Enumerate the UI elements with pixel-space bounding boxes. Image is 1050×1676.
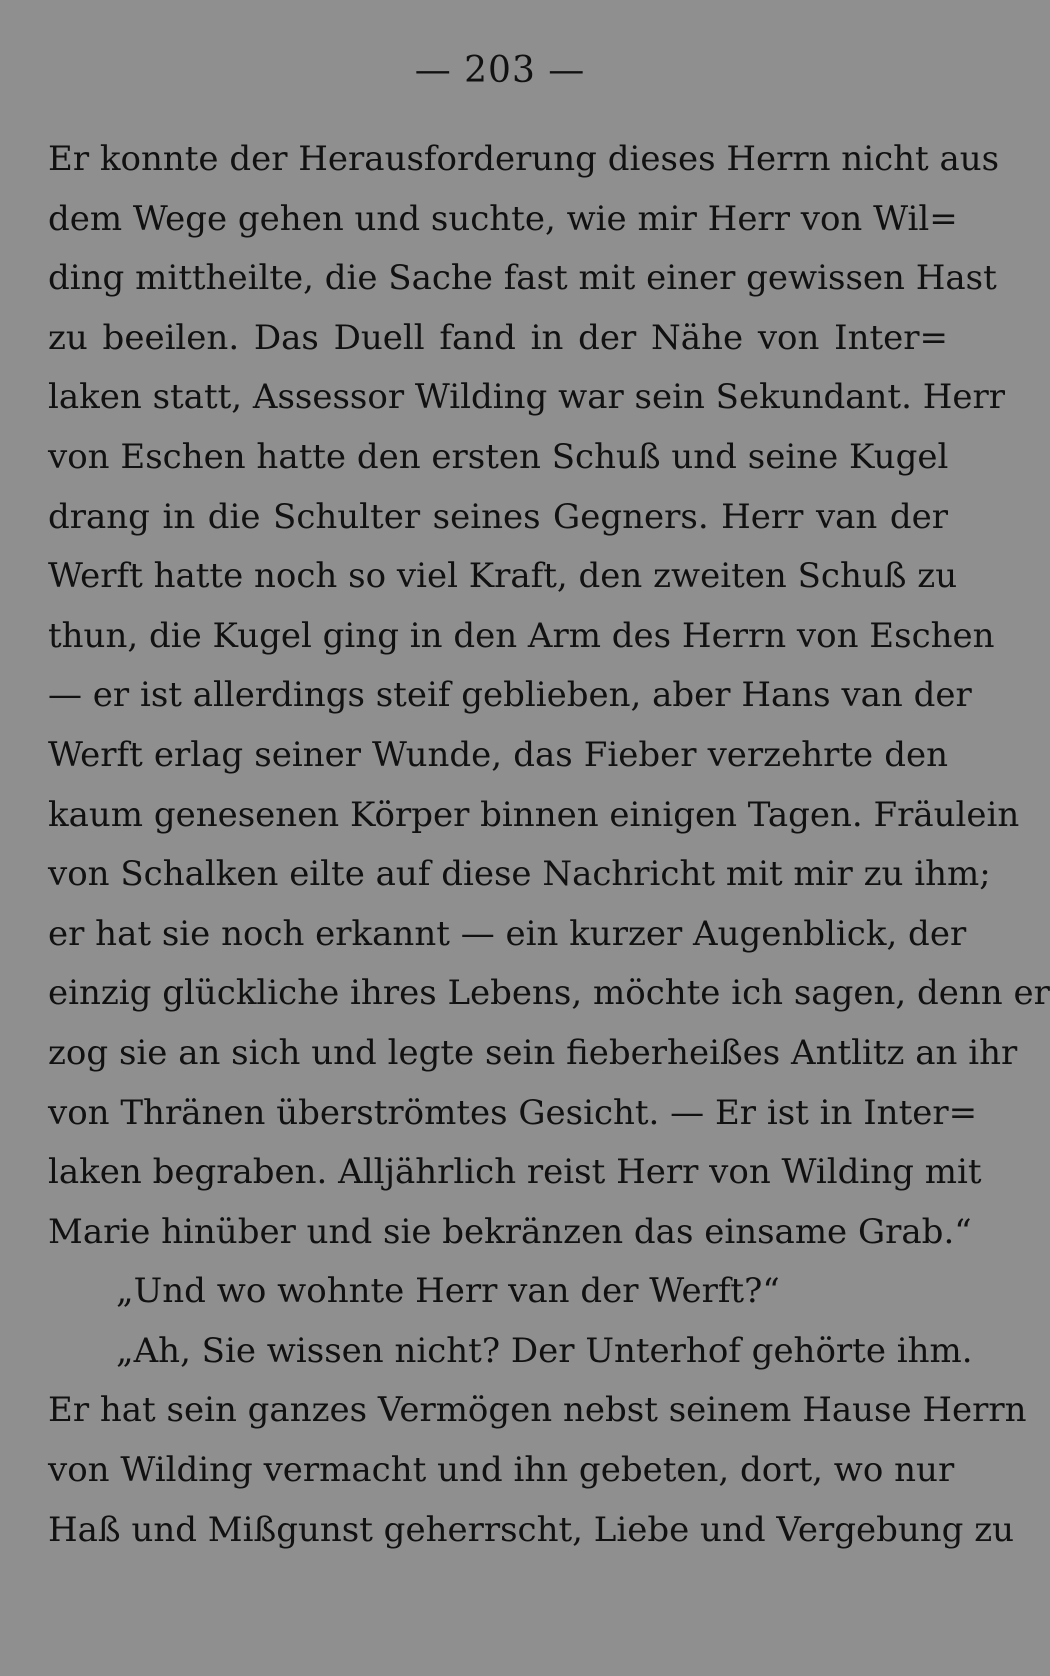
text-line: er hat sie noch erkannt — ein kurzer Augenblick, der xyxy=(48,913,967,954)
text-line: laken statt, Assessor Wilding war sein Sekundant. Herr xyxy=(48,377,1005,418)
text-line: Marie hinüber und sie bekränzen das einsame Grab.“ xyxy=(48,1211,972,1252)
text-line: „Ah, Sie wissen nicht? Der Unterhof gehörte ihm. xyxy=(116,1330,973,1371)
text-line: laken begraben. Alljährlich reist Herr von Wilding mit xyxy=(48,1152,982,1193)
text-line: thun, die Kugel ging in den Arm des Herrn von Eschen xyxy=(48,615,995,656)
text-line: zog sie an sich und legte sein fieberheißes Antlitz an ihr xyxy=(48,1032,1018,1073)
text-line: Werft erlag seiner Wunde, das Fieber verzehrte den xyxy=(48,734,948,775)
text-line: Haß und Mißgunst geherrscht, Liebe und Vergebung zu xyxy=(48,1509,1015,1550)
text-line: dem Wege gehen und suchte, wie mir Herr von Wil= xyxy=(48,198,958,239)
text-line: Werft hatte noch so viel Kraft, den zweiten Schuß zu xyxy=(48,556,958,597)
text-line: von Schalken eilte auf diese Nachricht mit mir zu ihm; xyxy=(48,854,991,895)
text-line: ding mittheilte, die Sache fast mit einer gewissen Hast xyxy=(48,258,997,299)
text-line: „Und wo wohnte Herr van der Werft?“ xyxy=(116,1271,780,1312)
body-text xyxy=(48,130,1050,1560)
text-line: drang in die Schulter seines Gegners. Herr van der xyxy=(48,496,948,537)
text-line: — er ist allerdings steif geblieben, aber Hans van der xyxy=(48,675,972,716)
text-line: kaum genesenen Körper binnen einigen Tagen. Fräulein xyxy=(48,794,1020,835)
page-number: — 203 — xyxy=(414,50,586,91)
text-line: von Eschen hatte den ersten Schuß und seine Kugel xyxy=(48,436,949,477)
text-line: von Wilding vermacht und ihn gebeten, dort, wo nur xyxy=(48,1450,955,1491)
text-line: Er konnte der Herausforderung dieses Herrn nicht aus xyxy=(48,139,1000,179)
text-line: einzig glückliche ihres Lebens, möchte ich sagen, denn er xyxy=(48,973,1050,1014)
text-line: zu beeilen. Das Duell fand in der Nähe von Inter= xyxy=(48,317,948,358)
text-line: von Thränen überströmtes Gesicht. — Er ist in Inter= xyxy=(48,1092,978,1133)
text-line: Er hat sein ganzes Vermögen nebst seinem Hause Herrn xyxy=(48,1390,1027,1431)
